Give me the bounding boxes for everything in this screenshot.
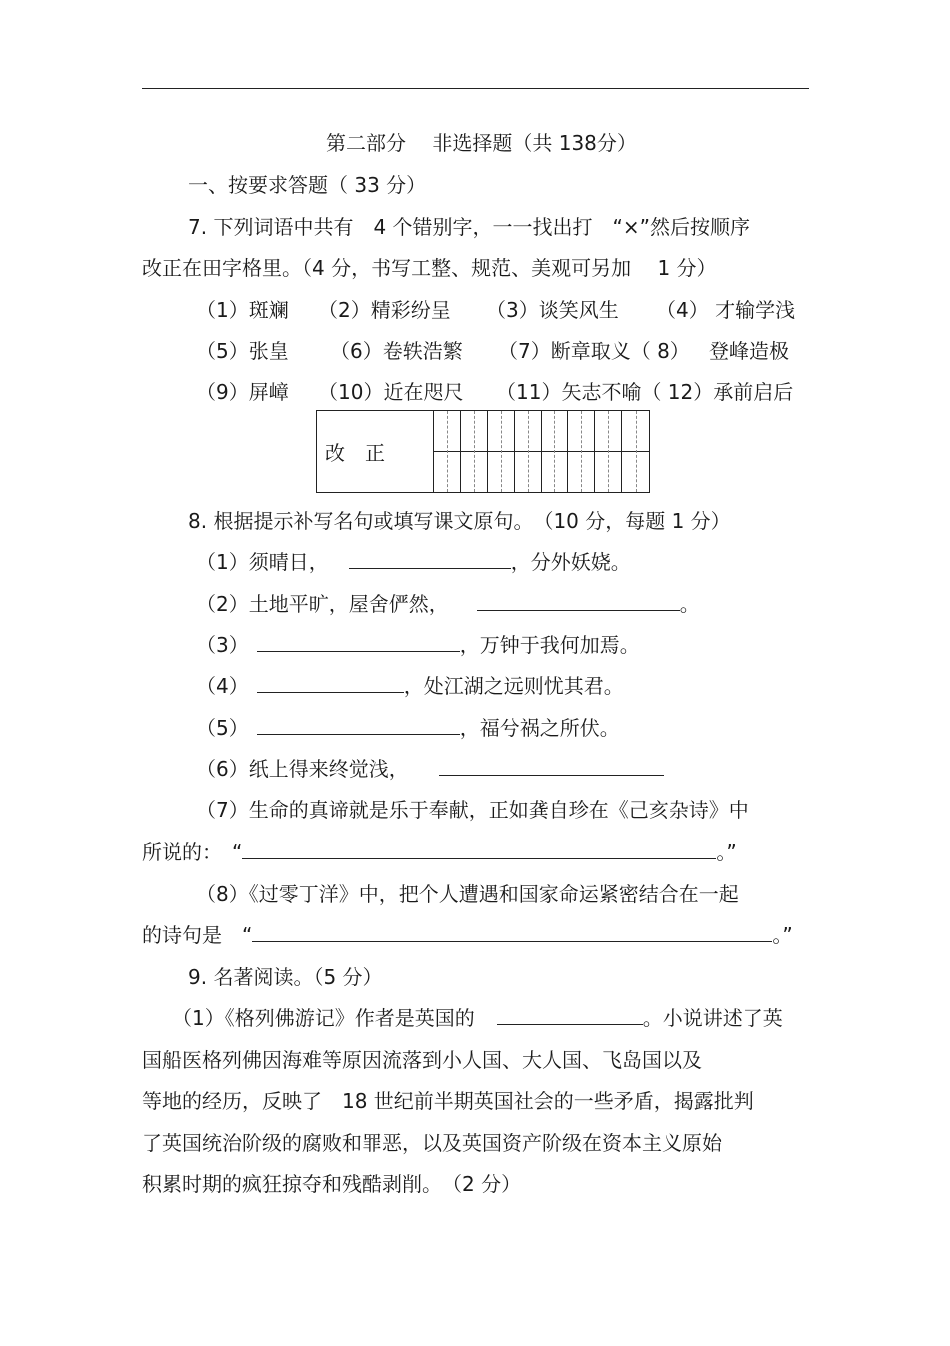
- q9-title: 9. 名著阅读。（5 分）: [188, 965, 383, 989]
- answer-blank-3[interactable]: [257, 633, 460, 652]
- q7-item-9: （9）屏嶂: [196, 380, 289, 404]
- correction-grid: [316, 410, 650, 493]
- answer-blank-5[interactable]: [257, 716, 460, 735]
- q7-line2: 改正在田字格里。（4 分，书写工整、规范、美观可另加 1 分）: [142, 256, 717, 280]
- q7-item-7: （7）断章取义（ 8）: [498, 339, 690, 363]
- q7-line1: 7. 下列词语中共有 4 个错别字，一一找出打 “×”然后按顺序: [188, 215, 751, 239]
- section-title: 一、按要求答题（ 33 分）: [188, 173, 427, 197]
- q8-s4: （4） ，处江湖之远则忧其君。: [196, 674, 624, 698]
- q7-item-6: （6）卷轶浩繁: [330, 339, 463, 363]
- q8-s3: （3） ，万钟于我何加焉。: [196, 633, 640, 657]
- q7-item-3: （3）谈笑风生: [486, 298, 619, 322]
- answer-blank-6[interactable]: [439, 757, 664, 776]
- q7-item-1: （1）斑斓: [196, 298, 289, 322]
- part-title: 第二部分 非选择题（共 138分）: [326, 131, 637, 155]
- top-rule: [142, 88, 809, 89]
- tianzige-cell[interactable]: [568, 411, 595, 492]
- q8-s6: （6）纸上得来终觉浅，: [196, 757, 664, 781]
- tianzige-cell[interactable]: [461, 411, 488, 492]
- q7-item-5: （5）张皇: [196, 339, 289, 363]
- q9-p4: 了英国统治阶级的腐败和罪恶，以及英国资产阶级在资本主义原始: [142, 1131, 722, 1155]
- tianzige-cell[interactable]: [515, 411, 542, 492]
- correction-grid-label: 改 正: [317, 411, 434, 492]
- q7-item-8: 登峰造极: [709, 339, 789, 363]
- q7-item-10: （10）近在咫尺: [318, 380, 464, 404]
- answer-blank-1[interactable]: [349, 550, 511, 569]
- q8-s7-line2: 所说的： “ 。”: [142, 840, 737, 864]
- q8-s8-line2: 的诗句是 “ 。”: [142, 923, 793, 947]
- q9-p2: 国船医格列佛因海难等原因流落到小人国、大人国、飞岛国以及: [142, 1048, 702, 1072]
- tianzige-cell[interactable]: [622, 411, 649, 492]
- q9-p3: 等地的经历，反映了 18 世纪前半期英国社会的一些矛盾，揭露批判: [142, 1089, 754, 1113]
- q7-item-11: （11）矢志不喻（ 12）承前启后: [496, 380, 794, 404]
- tianzige-cell[interactable]: [595, 411, 622, 492]
- q8-s7-line1: （7）生命的真谛就是乐于奉献，正如龚自珍在《己亥杂诗》中: [196, 798, 749, 822]
- q7-item-2: （2）精彩纷呈: [318, 298, 451, 322]
- q8-s8-line1: （8）《过零丁洋》中，把个人遭遇和国家命运紧密结合在一起: [196, 882, 739, 906]
- q9-p5: 积累时期的疯狂掠夺和残酷剥削。 （2 分）: [142, 1172, 522, 1196]
- answer-blank-8[interactable]: [252, 923, 772, 942]
- tianzige-cell[interactable]: [542, 411, 569, 492]
- q8-s5: （5） ，福兮祸之所伏。: [196, 716, 620, 740]
- answer-blank-4[interactable]: [257, 674, 404, 693]
- answer-blank-2[interactable]: [477, 592, 680, 611]
- answer-blank-7[interactable]: [242, 840, 716, 859]
- author-blank[interactable]: [497, 1006, 643, 1025]
- tianzige-cells[interactable]: [434, 411, 649, 492]
- tianzige-cell[interactable]: [488, 411, 515, 492]
- q8-s1: （1）须晴日， ，分外妖娆。: [196, 550, 631, 574]
- tianzige-cell[interactable]: [434, 411, 461, 492]
- q9-p1: （1）《格列佛游记》作者是英国的 。小说讲述了英: [172, 1006, 783, 1030]
- q7-item-4: （4） 才输学浅: [656, 298, 796, 322]
- q8-title: 8. 根据提示补写名句或填写课文原句。 （10 分，每题 1 分）: [188, 509, 731, 533]
- q8-s2: （2）土地平旷，屋舍俨然， 。: [196, 592, 700, 616]
